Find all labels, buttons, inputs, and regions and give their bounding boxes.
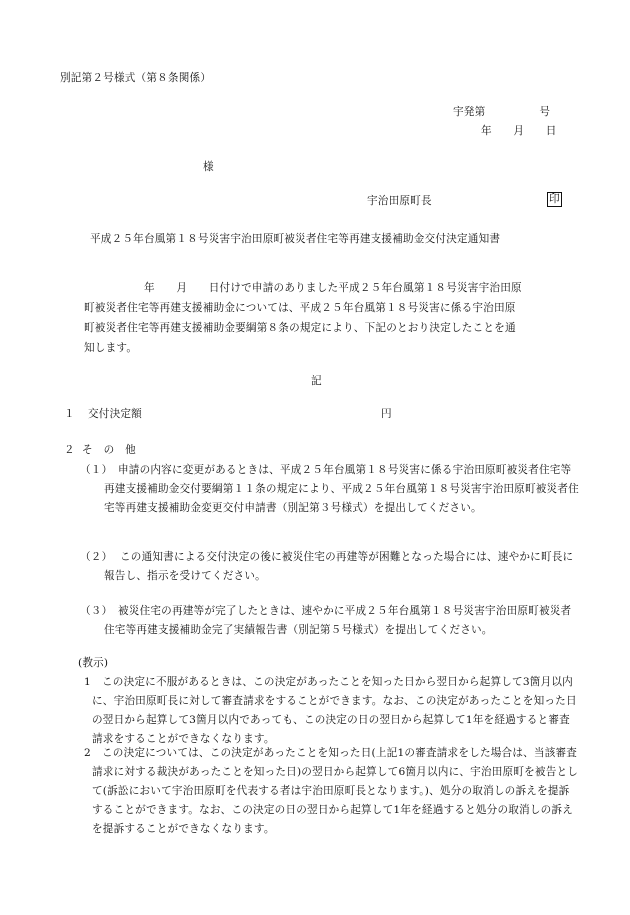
sub-item-2-text: この通知書による交付決定の後に被災住宅の再建等が困難となった場合には、速やかに町長に報告し、指示を受けてください。 [104, 551, 574, 582]
ki-heading: 記 [311, 375, 322, 387]
sub-item-2 [80, 548, 580, 586]
intro-paragraph [84, 278, 522, 358]
sub-item-3 [80, 602, 582, 640]
issue-date: 年 月 日 [481, 125, 557, 137]
instruction-item-1-number: 1 [84, 676, 91, 688]
form-label: 別記第２号様式（第８条関係） [60, 72, 212, 84]
sub-item-3-text: 被災住宅の再建等が完了したときは、速やかに平成２５年台風第１８号災害宇治田原町被災者住宅等再建支援補助金完了実績報告書（別記第５号様式）を提出してください。 [104, 605, 572, 636]
item-1-number: １ [64, 408, 75, 420]
issuer-name: 宇治田原町長 [367, 195, 432, 207]
sub-item-1 [80, 461, 580, 518]
item-1-label: 交付決定額 [88, 408, 142, 420]
intro-line-2: 町被災者住宅等再建支援補助金については、平成２５年台風第１８号災害に係る宇治田原 [84, 302, 516, 314]
instruction-item-1 [82, 673, 580, 749]
intro-line-4: 知します。 [84, 342, 138, 354]
addressee-suffix: 様 [203, 161, 214, 173]
instruction-item-2 [82, 744, 580, 839]
document-number: 宇発第 号 [453, 106, 551, 118]
intro-line-3: 町被災者住宅等再建支援補助金要綱第８条の規定により、下記のとおり決定したことを通 [84, 322, 516, 334]
item-1-unit: 円 [381, 408, 392, 420]
document-title: 平成２５年台風第１８号災害宇治田原町被災者住宅等再建支援補助金交付決定通知書 [90, 233, 501, 245]
item-2-label: そ の 他 [82, 444, 136, 456]
instruction-item-2-text: この決定については、この決定があったことを知った日(上記1の審査請求をした場合は、当該審査請求に対する裁決があったことを知った日)の翌日から起算して6箇月以内に、宇治田原町を被告として(訴訟において宇治田原町を代表する者は宇治田原町長となります。)、処分の取消しの訴えを提訴することができます。なお、この決定の日の翌日から起算して1年を経過すると処分の取消しの訴えを提訴することができなくなります。 [92, 747, 579, 835]
sub-item-2-number: （２） [80, 551, 113, 563]
sub-item-3-number: （３） [80, 605, 113, 617]
official-seal: 印 [549, 193, 560, 205]
instructions-heading: (教示) [78, 657, 109, 669]
intro-line-1: 年 月 日付けで申請のありました平成２５年台風第１８号災害宇治田原 [144, 282, 522, 294]
item-2-number: ２ [64, 444, 75, 456]
instruction-item-1-text: この決定に不服があるときは、この決定があったことを知った日から翌日から起算して3箇月以内に、宇治田原町長に対して審査請求をすることができます。なお、この決定があったことを知った日の翌日から起算して3箇月以内であっても、この決定の日の翌日から起算して1年を経過すると審査請求をすることができなくなります。 [92, 676, 577, 745]
instruction-item-2-number: 2 [84, 747, 91, 759]
sub-item-1-text: 申請の内容に変更があるときは、平成２５年台風第１８号災害に係る宇治田原町被災者住宅等再建支援補助金交付要綱第１１条の規定により、平成２５年台風第１８号災害宇治田原町被災者住宅等再建支援補助金変更交付申請書（別記第３号様式）を提出してください。 [104, 464, 579, 514]
sub-item-1-number: （１） [80, 464, 113, 476]
